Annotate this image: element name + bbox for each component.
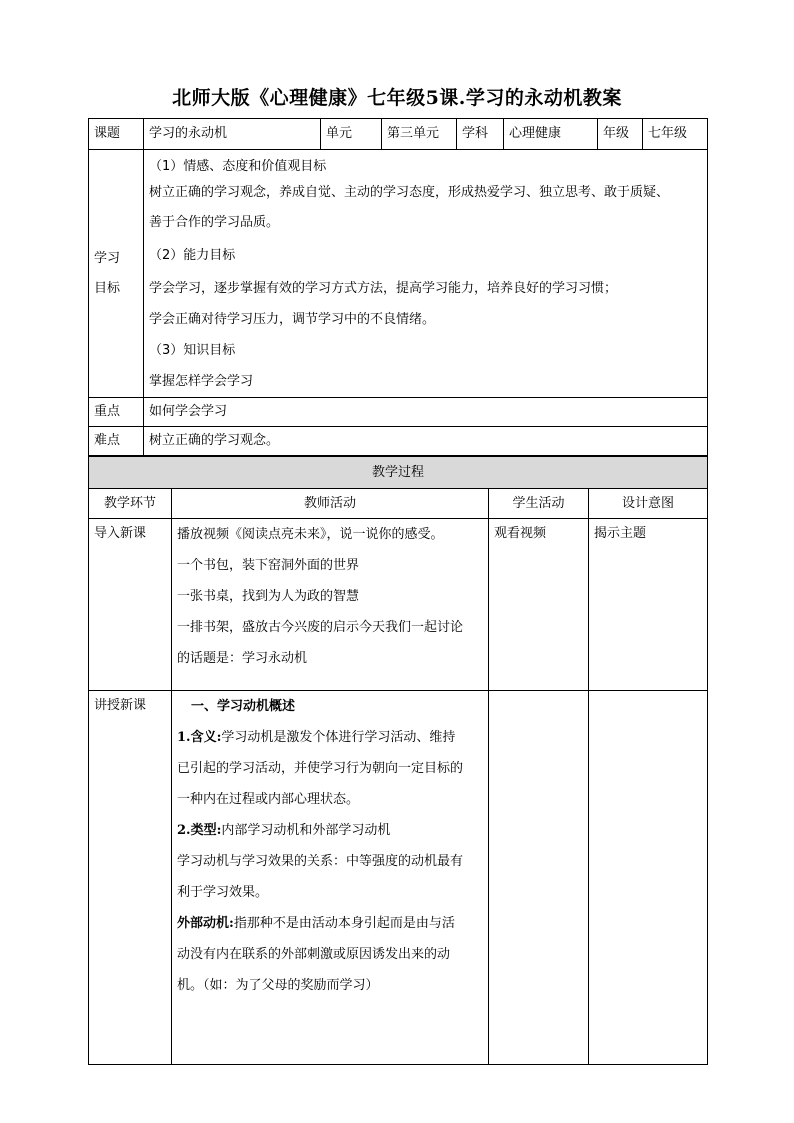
process-section-title: 教学过程 bbox=[89, 457, 708, 489]
unit-label: 单元 bbox=[321, 119, 382, 150]
intro-stage: 导入新课 bbox=[89, 519, 172, 691]
intro-teacher-line: 的话题是：学习永动机 bbox=[177, 651, 308, 666]
goal-line: 树立正确的学习观念，养成自觉、主动的学习态度，形成热爱学习、独立思考、敢于质疑、 bbox=[149, 185, 670, 200]
intro-row bbox=[89, 519, 708, 691]
lecture-line bbox=[177, 722, 483, 753]
goal-line: 善于合作的学习品质。 bbox=[149, 215, 280, 230]
lecture-line bbox=[177, 815, 483, 846]
lecture-line: 利于学习效果。 bbox=[177, 885, 269, 900]
lecture-line: 动没有内在联系的外部刺激或原因诱发出来的动 bbox=[177, 947, 451, 962]
goal-line: （2）能力目标 bbox=[149, 248, 236, 263]
lecture-row bbox=[89, 691, 708, 1065]
goal-line: 掌握怎样学会学习 bbox=[149, 374, 254, 389]
goal-line: （3）知识目标 bbox=[149, 343, 236, 358]
lecture-line: 机。（如：为了父母的奖励而学习） bbox=[177, 978, 379, 993]
lesson-value: 学习的永动机 bbox=[144, 119, 321, 150]
page-title: 北师大版《心理健康》七年级5课.学习的永动机教案 bbox=[172, 87, 622, 109]
external-motive-label: 外部动机: bbox=[177, 916, 234, 931]
intro-teacher-line: 一张书桌，找到为人为政的智慧 bbox=[177, 589, 360, 604]
difficulty-row bbox=[89, 427, 708, 456]
lecture-student bbox=[489, 691, 589, 1065]
process-header-row bbox=[89, 489, 708, 519]
goals-label bbox=[89, 150, 144, 398]
header-intent: 设计意图 bbox=[589, 489, 708, 519]
lecture-heading: 一、学习动机概述 bbox=[191, 699, 296, 714]
key-point-row bbox=[89, 398, 708, 427]
lesson-info-row bbox=[89, 119, 708, 150]
definition-label: 1.含义: bbox=[177, 730, 222, 745]
grade-label: 年级 bbox=[598, 119, 643, 150]
goals-row bbox=[89, 150, 708, 398]
intro-teacher-line: 播放视频《阅读点亮未来》，说一说你的感受。 bbox=[177, 527, 444, 542]
unit-value: 第三单元 bbox=[382, 119, 457, 150]
intro-teacher-line: 一个书包，装下窑洞外面的世界 bbox=[177, 558, 360, 573]
difficulty-label: 难点 bbox=[89, 427, 144, 456]
type-label: 2.类型: bbox=[177, 823, 222, 838]
key-point-label: 重点 bbox=[89, 398, 144, 427]
goal-line: （1）情感、态度和价值观目标 bbox=[149, 159, 327, 174]
key-point-value: 如何学会学习 bbox=[144, 398, 708, 427]
lecture-line: 已引起的学习活动，并使学习行为朝向一定目标的 bbox=[177, 761, 464, 776]
intro-teacher-line: 一排书架，盛放古今兴废的启示今天我们一起讨论 bbox=[177, 620, 464, 635]
lecture-stage: 讲授新课 bbox=[89, 691, 172, 1065]
header-teacher: 教师活动 bbox=[172, 489, 489, 519]
process-section-row bbox=[89, 457, 708, 489]
teaching-process-table bbox=[88, 456, 708, 1065]
lecture-teacher bbox=[172, 691, 489, 1065]
goals-label-2: 目标 bbox=[94, 280, 121, 296]
intro-intent: 揭示主题 bbox=[589, 519, 708, 691]
difficulty-value: 树立正确的学习观念。 bbox=[144, 427, 708, 456]
definition-text: 学习动机是激发个体进行学习活动、维持 bbox=[221, 730, 456, 745]
lecture-line bbox=[177, 908, 483, 939]
lesson-info-table bbox=[88, 118, 708, 456]
grade-value: 七年级 bbox=[643, 119, 708, 150]
intro-student: 观看视频 bbox=[489, 519, 589, 691]
lecture-line: 一种内在过程或内部心理状态。 bbox=[177, 792, 360, 807]
intro-teacher bbox=[172, 519, 489, 691]
goals-label-1: 学习 bbox=[94, 250, 121, 266]
header-stage: 教学环节 bbox=[89, 489, 172, 519]
goals-content bbox=[144, 150, 708, 398]
subject-value: 心理健康 bbox=[504, 119, 598, 150]
header-student: 学生活动 bbox=[489, 489, 589, 519]
external-motive-text: 指那种不是由活动本身引起而是由与活 bbox=[233, 916, 455, 931]
goal-line: 学会学习，逐步掌握有效的学习方式方法，提高学习能力，培养良好的学习习惯； bbox=[149, 281, 618, 296]
lecture-line: 学习动机与学习效果的关系：中等强度的动机最有 bbox=[177, 854, 464, 869]
subject-label: 学科 bbox=[457, 119, 504, 150]
type-text: 内部学习动机和外部学习动机 bbox=[221, 823, 391, 838]
lecture-intent bbox=[589, 691, 708, 1065]
lesson-label: 课题 bbox=[89, 119, 144, 150]
goal-line: 学会正确对待学习压力，调节学习中的不良情绪。 bbox=[149, 312, 436, 327]
